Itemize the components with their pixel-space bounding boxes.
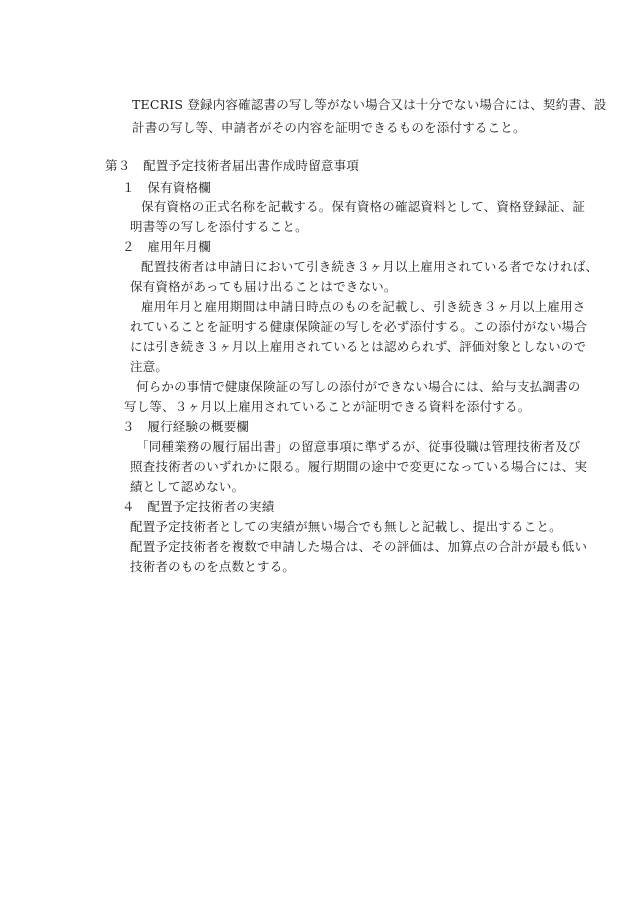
item-1-line-1: 保有資格の正式名称を記載する。保有資格の確認資料として、資格登録証、証 bbox=[141, 199, 586, 214]
item-2-line-7: 何らかの事情で健康保険証の写しの添付ができない場合には、給与支払調書の bbox=[136, 379, 581, 394]
item-1-heading: １ 保有資格欄 bbox=[122, 180, 211, 195]
item-4-line-3: 技術者のものを点数とする。 bbox=[130, 559, 296, 574]
item-3-line-3: 績として認めない。 bbox=[130, 479, 245, 494]
item-2-line-1: 配置技術者は申請日において引き続き３ヶ月以上雇用されている者でなければ、 bbox=[141, 259, 599, 274]
intro-line-1: TECRIS 登録内容確認書の写し等がない場合又は十分でない場合には、契約書、設 bbox=[132, 97, 607, 112]
item-3-line-1: 「同種業務の履行届出書」の留意事項に準ずるが、従事役職は管理技術者及び bbox=[136, 439, 581, 454]
item-4-heading: ４ 配置予定技術者の実績 bbox=[122, 499, 275, 514]
item-4-line-2: 配置予定技術者を複数で申請した場合は、その評価は、加算点の合計が最も低い bbox=[130, 539, 588, 554]
item-2-heading: ２ 雇用年月欄 bbox=[122, 239, 211, 254]
item-3-line-2: 照査技術者のいずれかに限る。履行期間の途中で変更になっている場合には、実 bbox=[130, 459, 588, 474]
item-2-line-4: れていることを証明する健康保険証の写しを必ず添付する。この添付がない場合 bbox=[130, 319, 588, 334]
item-2-line-5: には引き続き３ヶ月以上雇用されているとは認められず、評価対象としないので bbox=[130, 339, 587, 354]
item-3-heading: ３ 履行経験の概要欄 bbox=[122, 419, 250, 434]
intro-line-2: 計書の写し等、申請者がその内容を証明できるものを添付すること。 bbox=[132, 120, 526, 135]
item-2-line-3: 雇用年月と雇用期間は申請日時点のものを記載し、引き続き３ヶ月以上雇用さ bbox=[141, 299, 586, 314]
item-1-line-2: 明書等の写しを添付すること。 bbox=[130, 219, 308, 234]
item-2-line-8: 写し等、３ヶ月以上雇用されていることが証明できる資料を添付する。 bbox=[124, 399, 531, 414]
item-2-line-6: 注意。 bbox=[130, 359, 169, 374]
item-4-line-1: 配置予定技術者としての実績が無い場合でも無しと記載し、提出すること。 bbox=[130, 519, 562, 534]
item-2-line-2: 保有資格があっても届け出ることはできない。 bbox=[130, 279, 397, 294]
section-3-title: 第３ 配置予定技術者届出書作成時留意事項 bbox=[105, 158, 360, 173]
